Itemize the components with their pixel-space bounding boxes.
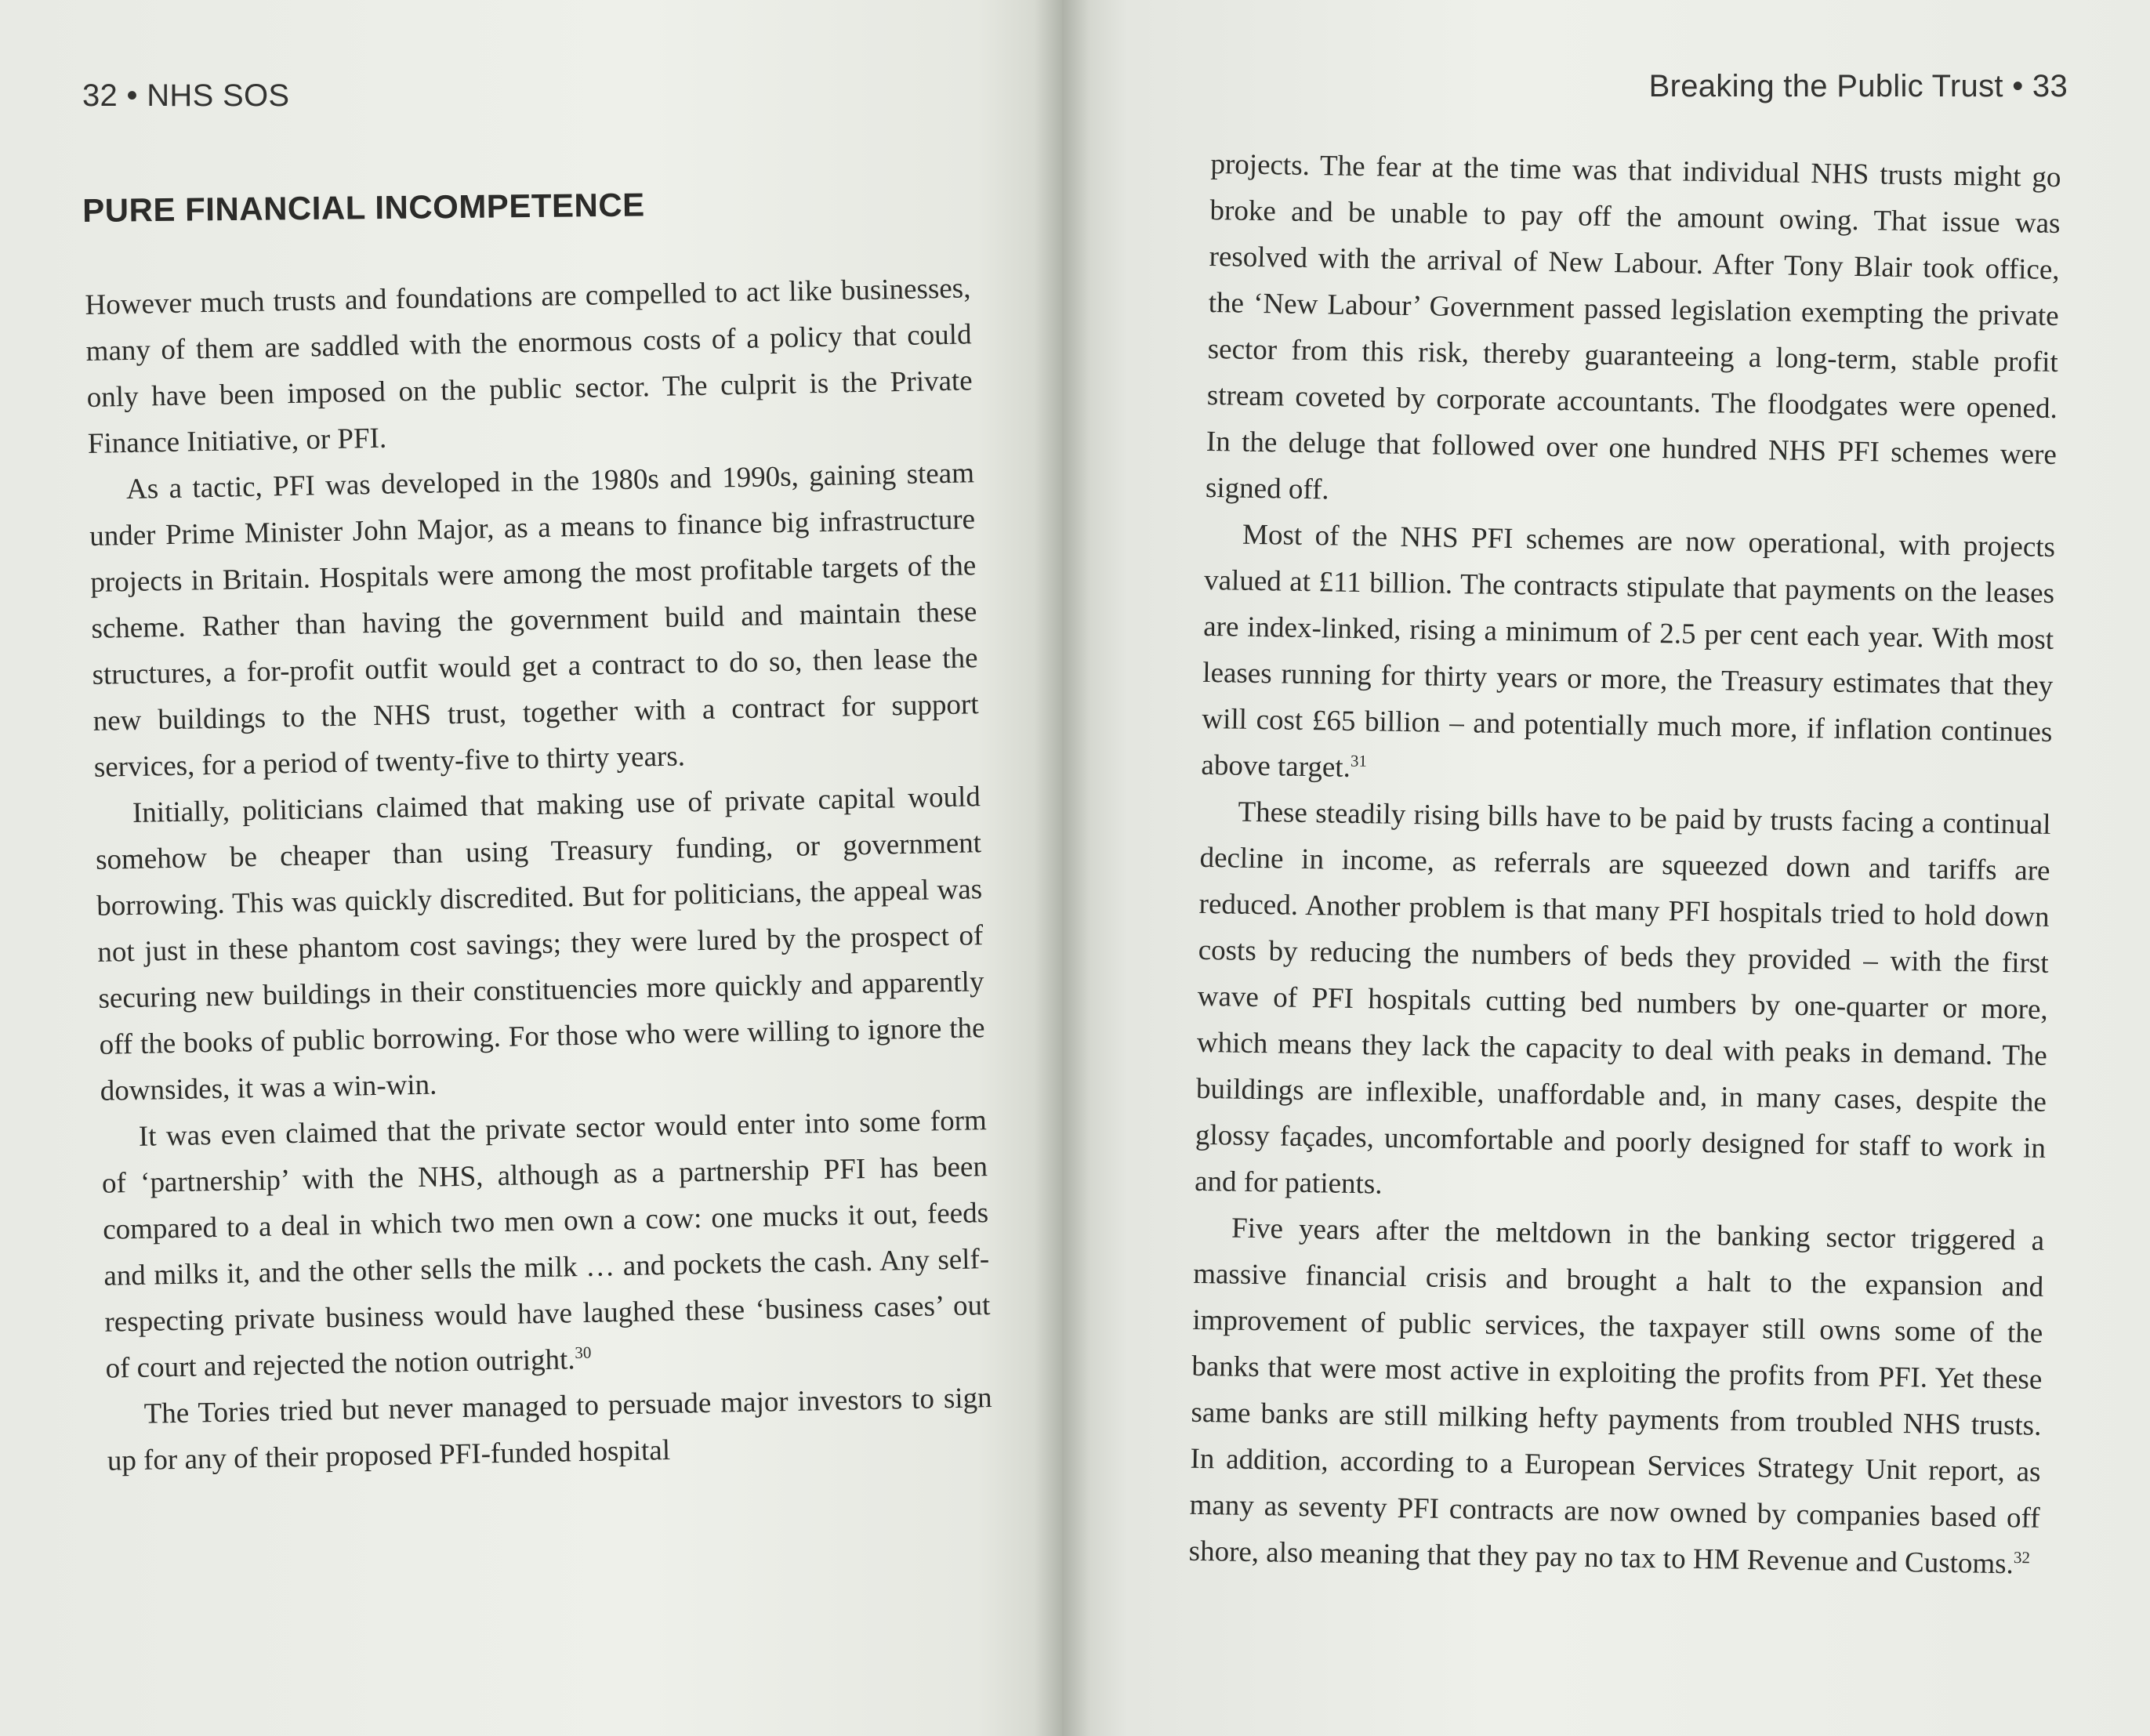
left-body-text <box>85 265 993 1484</box>
book-gutter <box>1035 0 1090 1736</box>
paragraph-text: projects. The fear at the time was that individual NHS trusts might go broke and be unable to pay off the amount owing. That issue was resolved with the arrival of New Labour. After Tony Blair took office, the ‘New Labour’ Government passed legislation exempting the private sector from this risk, thereby guaranteeing a long-term, stable profit stream coveted by corporate accountants. The floodgates were opened. In the deluge that followed over one hundred NHS PFI schemes were signed off. <box>1205 147 2061 506</box>
paragraph <box>100 1097 992 1392</box>
paragraph <box>94 774 986 1114</box>
paragraph-text: Five years after the meltdown in the banking sector triggered a massive financial crisis and brought a halt to the expansion and improvement of public services, the taxpayer still owns some of the banks that were most active in exploiting the profits from PFI. Yet these same banks are still milking hefty payments from troubled NHS trusts. In addition, according to a European Services Strategy Unit report, as many as seventy PFI contracts are now owned by companies based off shore, also meaning that they pay no tax to HM Revenue and Customs. <box>1188 1212 2045 1581</box>
paragraph <box>106 1375 993 1484</box>
left-page <box>0 0 1062 1736</box>
paragraph-text: Most of the NHS PFI schemes are now operational, with projects valued at £11 billion. The contracts stipulate that payments on the leases are index-linked, rising a minimum of 2.5 per cent each year. With most leases running for thirty years or more, the Treasury estimates that they will cost £65 billion – and potentially much more, if inflation continues above target. <box>1201 518 2056 784</box>
right-body-text <box>1188 141 2061 1588</box>
footnote-ref: 30 <box>575 1343 592 1362</box>
paragraph-text: As a tactic, PFI was developed in the 1980s and 1990s, gaining steam under Prime Minister John Major, as a means to finance big infrastructure projects in Britain. Hospitals were among the most profitable targets of the scheme. Rather than having the government build and maintain these structures, a for-profit outfit would get a contract to do so, then lease the new buildings to the NHS trust, together with a contract for support services, for a period of twenty-five to thirty years. <box>89 457 979 784</box>
right-running-head: Breaking the Public Trust • 33 <box>1648 69 2068 103</box>
left-running-head: 32 • NHS SOS <box>82 78 290 113</box>
section-title: PURE FINANCIAL INCOMPETENCE <box>82 186 645 229</box>
paragraph <box>1201 511 2055 802</box>
footnote-ref: 31 <box>1350 751 1368 770</box>
paragraph <box>1188 1205 2044 1588</box>
paragraph <box>1206 141 2061 524</box>
paragraph <box>89 450 981 791</box>
paragraph-text: These steadily rising bills have to be paid by trusts facing a continual decline in income, as referrals are squeezed down and tariffs are reduced. Another problem is that many PFI hospitals tried to hold down costs by reducing the numbers of beds they provided – with the first wave of PFI hospitals cutting bed numbers by one-quarter or more, which means they lack the capacity to deal with peaks in demand. The buildings are inflexible, unaffordable and, in many cases, despite the glossy façades, uncomfortable and poorly designed for staff to work in and for patients. <box>1194 796 2051 1201</box>
footnote-ref: 32 <box>2013 1547 2031 1567</box>
paragraph-text: The Tories tried but never managed to persuade major investors to sign up for any of their proposed PFI-funded hospital <box>107 1382 992 1477</box>
paragraph-text: It was even claimed that the private sector would enter into some form of ‘partnership’ with the NHS, although as a partnership PFI has been compared to a deal in which two men own a cow: one mucks it out, feeds and milks it, and the other sells the milk … and pockets the cash. Any self-respecting private business would have laughed these ‘business cases’ out of court and rejected the notion outright. <box>101 1104 991 1385</box>
paragraph-text: However much trusts and foundations are compelled to act like businesses, many of them are saddled with the enormous costs of a policy that could only have been imposed on the public sector. The culprit is the Private Finance Initiative, or PFI. <box>85 272 973 460</box>
paragraph-text: Initially, politicians claimed that making use of private capital would somehow be cheaper than using Treasury funding, or government borrowing. This was quickly discredited. But for politicians, the appeal was not just in these phantom cost savings; they were lured by the prospect of securing new buildings in their constituencies more quickly and apparently off the books of public borrowing. For those who were willing to ignore the downsides, it was a win-win. <box>95 781 985 1107</box>
paragraph <box>1195 788 2051 1218</box>
paragraph <box>85 265 973 467</box>
